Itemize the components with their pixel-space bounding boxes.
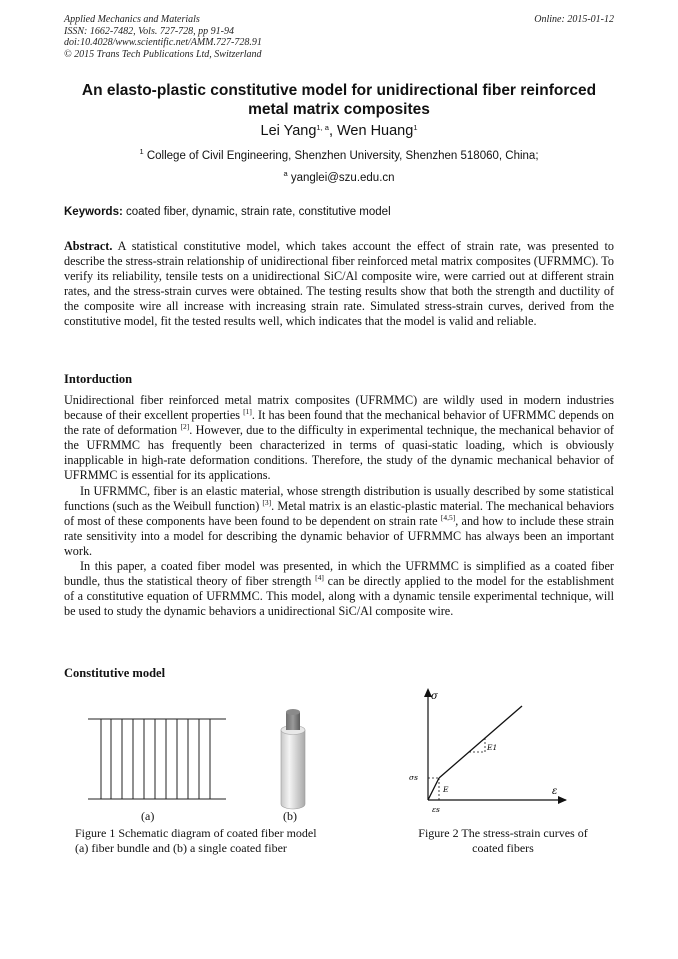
intro-p2-text-a: In UFRMMC, fiber is an elastic material, whose strength distribution is usually described by some statistical functions (such as the Weibull function): [64, 483, 614, 513]
doi-line: doi:10.4028/www.scientific.net/AMM.727-728.91: [64, 37, 262, 48]
affiliation: [0, 147, 678, 162]
keywords-label: Keywords:: [64, 206, 123, 218]
intro-p1-text-c: . However, due to the difficulty in experimental technique, the mechanical behavior of the UFRMMC has frequently been characterized in terms of quasi-static loading, which is obviously inapplicable in high-rate deformation conditions. Therefore, the study of the dynamic mechanical behavior of UFRMMC is essential for its applications.: [64, 423, 614, 483]
elastic-line: [428, 778, 439, 800]
author-2-affil: 1: [413, 123, 418, 132]
keywords-text: coated fiber, dynamic, strain rate, constitutive model: [122, 206, 391, 218]
eps-s-label: εs: [432, 805, 440, 814]
figure2-caption-line-1: Figure 2 The stress-strain curves of: [418, 826, 588, 840]
author-1: Lei Yang: [260, 123, 317, 139]
abstract-label: Abstract.: [64, 239, 113, 253]
copyright-line: © 2015 Trans Tech Publications Ltd, Switzerland: [64, 48, 262, 60]
author-1-affil: 1, a: [316, 123, 329, 132]
figure1-label-b: (b): [283, 809, 297, 823]
title-line-1: An elasto-plastic constitutive model for unidirectional fiber reinforced: [81, 82, 597, 99]
citation-4: [4]: [315, 573, 324, 583]
citation-3: [3]: [262, 497, 272, 507]
intro-p3-text-a: In this paper, a coated fiber model was presented, in which the UFRMMC is simplified as a coated fiber bundle, thus the statistical theory of fiber strength: [64, 559, 614, 589]
figure2-caption: [398, 826, 608, 855]
intro-paragraph-1: [64, 393, 614, 484]
author-email: [0, 169, 678, 184]
abstract: [64, 239, 614, 330]
online-date: Online: 2015-01-12: [534, 14, 614, 25]
plastic-line: [439, 706, 522, 778]
author-2: Wen Huang: [337, 123, 414, 139]
title-line-2: metal matrix composites: [248, 101, 430, 118]
figure1-caption: [75, 826, 317, 855]
introduction-heading: Intorduction: [64, 372, 133, 386]
author-list: [0, 123, 678, 139]
core-top: [286, 709, 300, 715]
figure2-caption-line-2: coated fibers: [472, 840, 534, 855]
x-axis-arrow: [558, 796, 567, 804]
intro-paragraph-2: [64, 484, 614, 559]
bundle-fibers: [101, 719, 210, 799]
abstract-text: A statistical constitutive model, which takes account the effect of strain rate, was presented to describe the stress-strain relationship of unidirectional fiber reinforced metal matrix composites (UFRMMC). To verify its reliability, tensile tests on a unidirectional SiC/Al composite wire, were carried out at different strain rates, and the stress-strain curves were obtained. The testing results show that both the strength and ductility of the composite wire all increase with increasing strain rate. Simulated stress-strain curves, derived from the constitutive model, fit the tested results well, which indicates that the model is valid and reliable.: [64, 239, 614, 329]
citation-1: [1]: [243, 407, 252, 417]
intro-p2-text-c: , and how to include these strain rate sensitivity into a model for describing the dynamic behavior of UFRMMC has always been an important work.: [64, 513, 614, 558]
fiber-coating: [281, 730, 305, 809]
author-separator: ,: [328, 123, 337, 139]
keywords: [64, 206, 391, 218]
figure1-caption-line-2: (a) fiber bundle and (b) a single coated fiber: [75, 840, 287, 855]
figure1-caption-line-1: Figure 1 Schematic diagram of coated fiber model: [75, 826, 317, 840]
citation-2: [2]: [180, 422, 190, 432]
affiliation-marker: 1: [139, 147, 144, 156]
email-marker: a: [283, 169, 288, 178]
intro-paragraph-3: [64, 559, 614, 619]
affiliation-text: College of Civil Engineering, Shenzhen University, Shenzhen 518060, China;: [146, 150, 539, 162]
citation-4-5: [4,5]: [440, 512, 456, 522]
coated-fiber-diagram: [278, 706, 308, 810]
elastic-modulus-label: E: [443, 785, 449, 794]
issn-line: ISSN: 1662-7482, Vols. 727-728, pp 91-94: [64, 25, 234, 37]
intro-p1-text-b: . It has been found that the mechanical behavior of UFRMMC depends on the rate of deformation: [64, 408, 614, 438]
fiber-bundle-diagram: [88, 717, 226, 801]
journal-name: Applied Mechanics and Materials: [64, 14, 200, 25]
introduction-body: [64, 393, 614, 619]
stress-strain-diagram: [400, 684, 570, 819]
intro-p2-text-b: . Metal matrix is an elastic-plastic material. The mechanical behaviors of most of these components have been found to be dependent on strain rate: [64, 498, 614, 528]
y-axis-label: σ: [431, 691, 438, 702]
sigma-s-label: σs: [409, 773, 418, 782]
constitutive-heading: Constitutive model: [64, 666, 166, 680]
intro-p1-text-a: Unidirectional fiber reinforced metal matrix composites (UFRMMC) are wildly used in modern industries because of their excellent properties: [64, 393, 614, 423]
email-text: yanglei@szu.edu.cn: [290, 172, 395, 184]
intro-p3-text-b: can be directly applied to the model for the establishment of a constitutive equation of UFRMMC. This model, along with a dynamic tensile experimental technique, will be used to study the dynamic behaviors a unidirectional SiC/Al composite wire.: [64, 574, 615, 619]
plastic-modulus-label: E1: [487, 743, 498, 752]
journal-header: [64, 14, 262, 60]
paper-title: [40, 81, 638, 119]
x-axis-label: ε: [552, 786, 558, 797]
figure1-label-a: (a): [141, 809, 155, 823]
